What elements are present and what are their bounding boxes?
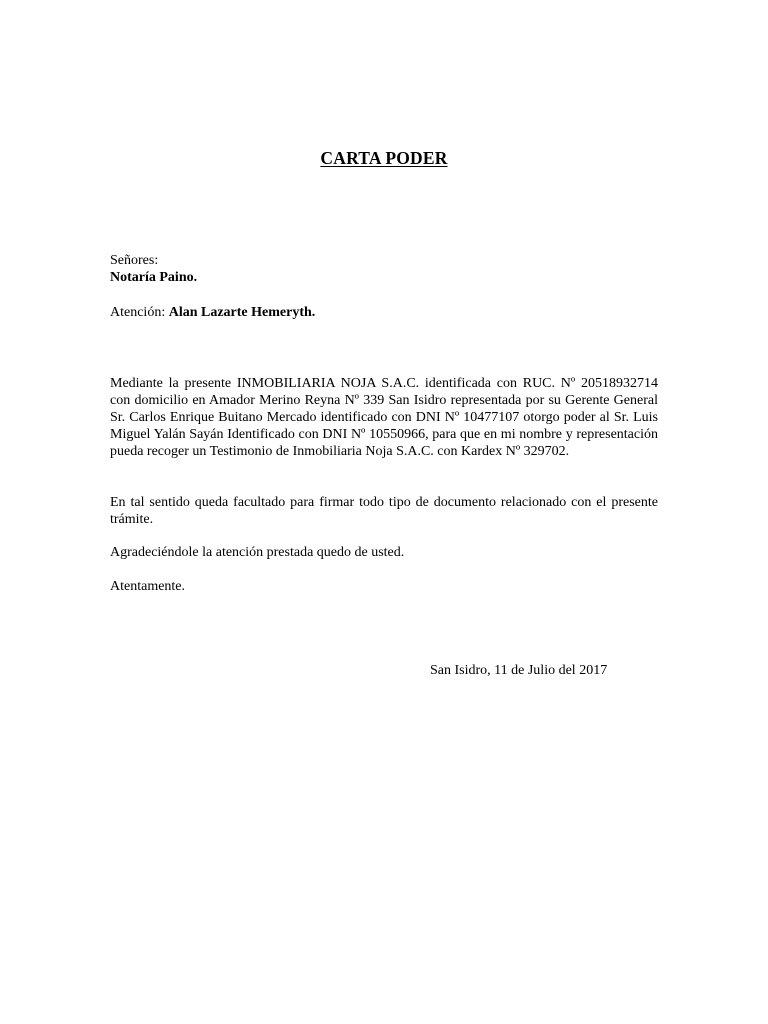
- place-date: San Isidro, 11 de Julio del 2017: [430, 663, 608, 678]
- attention-name: Alan Lazarte Hemeryth.: [168, 305, 316, 320]
- body-paragraph-3: Agradeciéndole la atención prestada quedo de usted.: [110, 545, 405, 560]
- body-paragraph-2: En tal sentido queda facultado para firmar todo tipo de documento relacionado con el presente trámite.: [110, 495, 658, 527]
- salutation: Señores:: [110, 253, 159, 268]
- addressee-name: Notaría Paino.: [110, 270, 198, 285]
- document-title: CARTA PODER: [320, 148, 448, 168]
- attention-line: [110, 304, 658, 321]
- body-paragraph-1: Mediante la presente INMOBILIARIA NOJA S.A.C. identificada con RUC. Nº 20518932714 con domicilio en Amador Merino Reyna Nº 339 San Isidro representada por su Gerente General Sr. Carlos Enrique Buitano Mercado identificado con DNI Nº 10477107 otorgo poder al Sr. Luis Miguel Yalán Sayán Identificado con DNI Nº 10550966, para que en mi nombre y representación pueda recoger un Testimonio de Inmobiliaria Noja S.A.C. con Kardex Nº 329702.: [110, 376, 658, 459]
- closing-text: Atentamente.: [110, 579, 186, 594]
- addressee-block: [110, 252, 658, 286]
- attention-label: Atención:: [110, 305, 166, 320]
